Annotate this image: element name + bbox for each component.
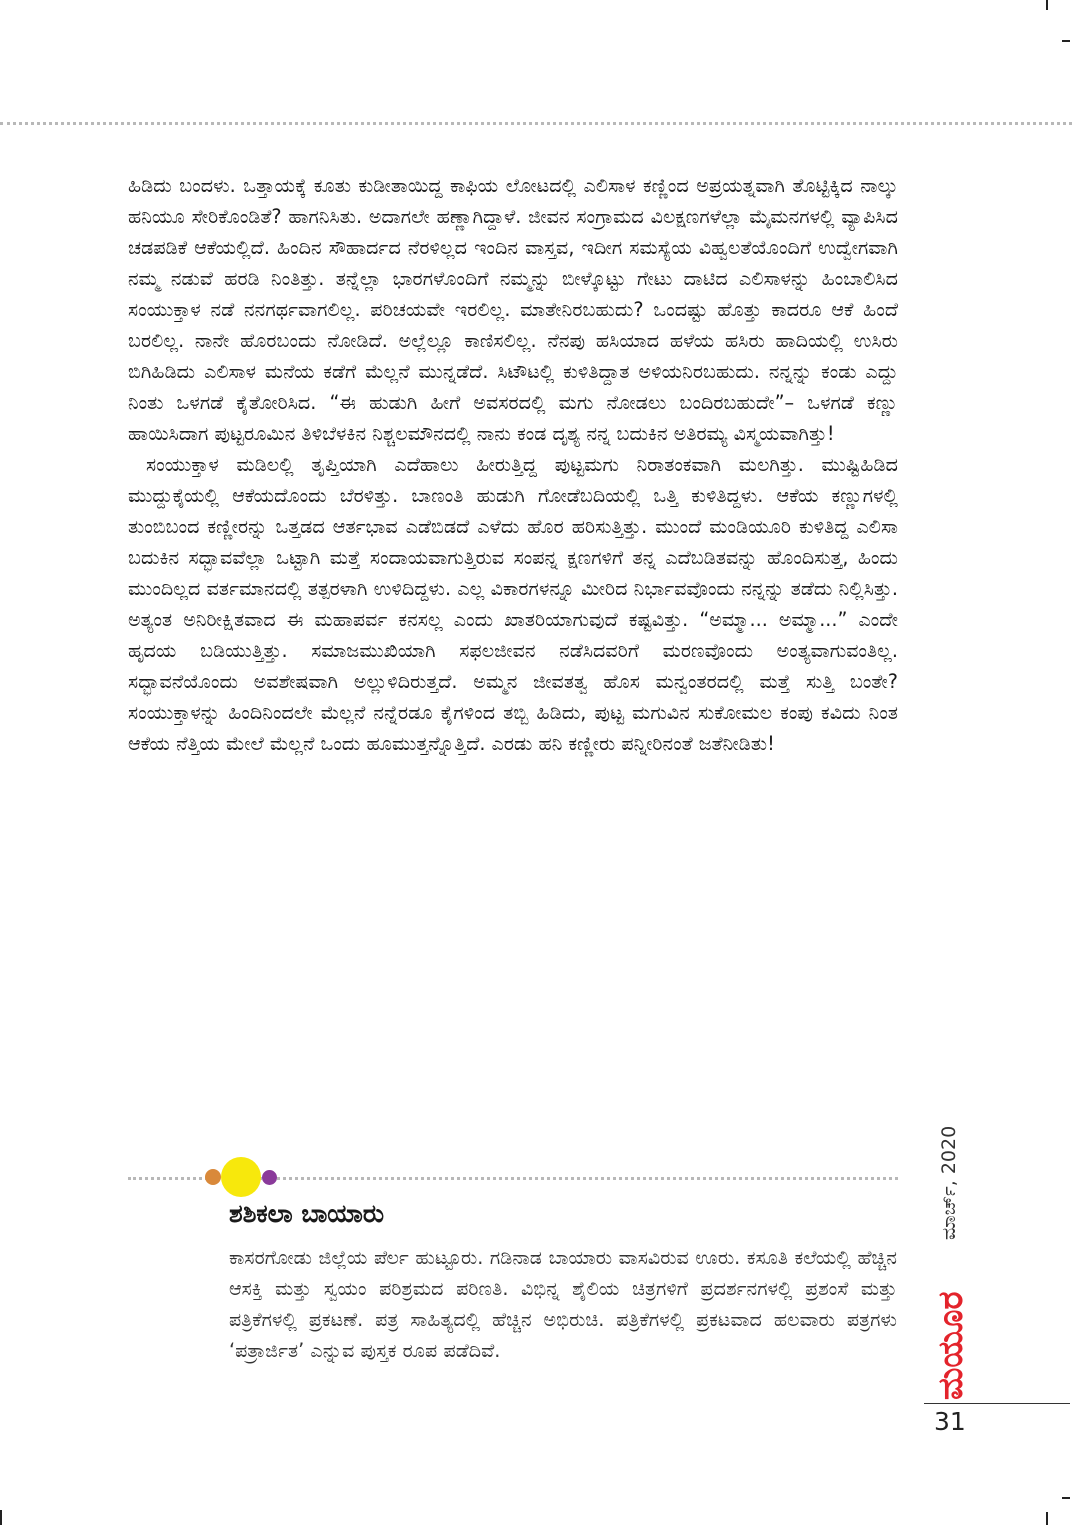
decorative-dot: [221, 1157, 261, 1197]
author-bio: ಕಾಸರಗೋಡು ಜಿಲ್ಲೆಯ ಪೆರ್ಲ ಹುಟ್ಟೂರು. ಗಡಿನಾಡ ಬಾಯಾರು ವಾಸವಿರುವ ಊರು. ಕಸೂತಿ ಕಲೆಯಲ್ಲಿ ಹೆಚ್ಚಿನ ಆಸಕ್ತಿ ಮತ್ತು ಸ್ವಯಂ ಪರಿಶ್ರಮದ ಪರಿಣತಿ. ವಿಭಿನ್ನ ಶೈಲಿಯ ಚಿತ್ರಗಳಿಗೆ ಪ್ರದರ್ಶನಗಳಲ್ಲಿ ಪ್ರಶಂಸೆ ಮತ್ತು ಪತ್ರಿಕೆಗಳಲ್ಲಿ ಪ್ರಕಟಣೆ. ಪತ್ರ ಸಾಹಿತ್ಯದಲ್ಲಿ ಹೆಚ್ಚಿನ ಅಭಿರುಚಿ. ಪತ್ರಿಕೆಗಳಲ್ಲಿ ಪ್ರಕಟವಾದ ಹಲವಾರು ಪತ್ರಗಳು ‘ಪತ್ರಾರ್ಜಿತ’ ಎನ್ನುವ ಪುಸ್ತಕ ರೂಪ ಪಡೆದಿವೆ.: [229, 1246, 897, 1362]
crop-mark: [1046, 1512, 1048, 1525]
page-number: 31: [934, 1407, 966, 1436]
crop-mark: [0, 1510, 2, 1525]
crop-mark: [1046, 0, 1048, 10]
decorative-dot: [205, 1169, 221, 1185]
decorative-dot: [262, 1170, 277, 1185]
article-paragraph: ಸಂಯುಕ್ತಾಳ ಮಡಿಲಲ್ಲಿ ತೃಪ್ತಿಯಾಗಿ ಎದೆಹಾಲು ಹೀರುತ್ತಿದ್ದ ಪುಟ್ಟಮಗು ನಿರಾತಂಕವಾಗಿ ಮಲಗಿತ್ತು. ಮುಷ್ಟಿಹಿಡಿದ ಮುದ್ದುಕೈಯಲ್ಲಿ ಆಕೆಯದೊಂದು ಬೆರಳಿತ್ತು. ಬಾಣಂತಿ ಹುಡುಗಿ ಗೋಡೆಬದಿಯಲ್ಲಿ ಒತ್ತಿ ಕುಳಿತಿದ್ದಳು. ಆಕೆಯ ಕಣ್ಣುಗಳಲ್ಲಿ ತುಂಬಿಬಂದ ಕಣ್ಣೀರನ್ನು ಒತ್ತಡದ ಆರ್ತಭಾವ ಎಡೆಬಿಡದೆ ಎಳೆದು ಹೊರ ಹರಿಸುತ್ತಿತ್ತು. ಮುಂದೆ ಮಂಡಿಯೂರಿ ಕುಳಿತಿದ್ದ ಎಲಿಸಾ ಬದುಕಿನ ಸದ್ಭಾವವೆಲ್ಲಾ ಒಟ್ಟಾಗಿ ಮತ್ತೆ ಸಂದಾಯವಾಗುತ್ತಿರುವ ಸಂಪನ್ನ ಕ್ಷಣಗಳಿಗೆ ತನ್ನ ಎದೆಬಡಿತವನ್ನು ಹೊಂದಿಸುತ್ತ, ಹಿಂದು ಮುಂದಿಲ್ಲದ ವರ್ತಮಾನದಲ್ಲಿ ತತ್ಪರಳಾಗಿ ಉಳಿದಿದ್ದಳು. ಎಲ್ಲ ವಿಕಾರಗಳನ್ನೂ ಮೀರಿದ ನಿರ್ಭಾವವೊಂದು ನನ್ನನ್ನು ತಡೆದು ನಿಲ್ಲಿಸಿತ್ತು. ಅತ್ಯಂತ ಅನಿರೀಕ್ಷಿತವಾದ ಈ ಮಹಾಪರ್ವ ಕನಸಲ್ಲ ಎಂದು ಖಾತರಿಯಾಗುವುದೆ ಕಷ್ಟವಿತ್ತು. “ಅಮ್ಮಾ... ಅಮ್ಮಾ...” ಎಂದೇ ಹೃದಯ ಬಡಿಯುತ್ತಿತ್ತು. ಸಮಾಜಮುಖಿಯಾಗಿ ಸಫಲಜೀವನ ನಡೆಸಿದವರಿಗೆ ಮರಣವೊಂದು ಅಂತ್ಯವಾಗುವಂತಿಲ್ಲ. ಸದ್ಭಾವನೆಯೊಂದು ಅವಶೇಷವಾಗಿ ಅಲ್ಲುಳಿದಿರುತ್ತದೆ. ಅಮ್ಮನ ಜೀವತತ್ವ ಹೊಸ ಮನ್ವಂತರದಲ್ಲಿ ಮತ್ತೆ ಸುತ್ತಿ ಬಂತೇ? ಸಂಯುಕ್ತಾಳನ್ನು ಹಿಂದಿನಿಂದಲೇ ಮೆಲ್ಲನೆ ನನ್ನೆರಡೂ ಕೈಗಳಿಂದ ತಬ್ಬಿ ಹಿಡಿದು, ಪುಟ್ಟ ಮಗುವಿನ ಸುಕೋಮಲ ಕಂಪು ಕವಿದು ನಿಂತ ಆಕೆಯ ನೆತ್ತಿಯ ಮೇಲೆ ಮೆಲ್ಲನೆ ಒಂದು ಹೂಮುತ್ತನ್ನೊತ್ತಿದೆ. ಎರಡು ಹನಿ ಕಣ್ಣೀರು ಪನ್ನೀರಿನಂತೆ ಜತೆನೀಡಿತು!: [128, 453, 898, 755]
magazine-logo: ಮಯೂರ: [931, 1291, 971, 1400]
crop-mark: [1062, 1497, 1070, 1499]
top-divider: [0, 122, 1072, 125]
author-name: ಶಶಿಕಲಾ ಬಾಯಾರು: [229, 1199, 385, 1228]
article-paragraph: ಹಿಡಿದು ಬಂದಳು. ಒತ್ತಾಯಕ್ಕೆ ಕೂತು ಕುಡೀತಾಯಿದ್ದ ಕಾಫಿಯ ಲೋಟದಲ್ಲಿ ಎಲಿಸಾಳ ಕಣ್ಣಿಂದ ಅಪ್ರಯತ್ನವಾಗಿ ತೊಟ್ಟಿಕ್ಕಿದ ನಾಲ್ಕು ಹನಿಯೂ ಸೇರಿಕೊಂಡಿತೆ? ಹಾಗನಿಸಿತು. ಅದಾಗಲೇ ಹಣ್ಣಾಗಿದ್ದಾಳೆ. ಜೀವನ ಸಂಗ್ರಾಮದ ವಿಲಕ್ಷಣಗಳೆಲ್ಲಾ ಮೈಮನಗಳಲ್ಲಿ ವ್ಯಾಪಿಸಿದ ಚಡಪಡಿಕೆ ಆಕೆಯಲ್ಲಿದೆ. ಹಿಂದಿನ ಸೌಹಾರ್ದದ ನೆರಳಿಲ್ಲದ ಇಂದಿನ ವಾಸ್ತವ, ಇದೀಗ ಸಮಸ್ಯೆಯ ವಿಹ್ವಲತೆಯೊಂದಿಗೆ ಉದ್ವೇಗವಾಗಿ ನಮ್ಮ ನಡುವೆ ಹರಡಿ ನಿಂತಿತ್ತು. ತನ್ನೆಲ್ಲಾ ಭಾರಗಳೊಂದಿಗೆ ನಮ್ಮನ್ನು ಬೀಳ್ಕೊಟ್ಟು ಗೇಟು ದಾಟಿದ ಎಲಿಸಾಳನ್ನು ಹಿಂಬಾಲಿಸಿದ ಸಂಯುಕ್ತಾಳ ನಡೆ ನನಗರ್ಥವಾಗಲಿಲ್ಲ. ಪರಿಚಯವೇ ಇರಲಿಲ್ಲ. ಮಾತೇನಿರಬಹುದು? ಒಂದಷ್ಟು ಹೊತ್ತು ಕಾದರೂ ಆಕೆ ಹಿಂದೆ ಬರಲಿಲ್ಲ. ನಾನೇ ಹೊರಬಂದು ನೋಡಿದೆ. ಅಲ್ಲೆಲ್ಲೂ ಕಾಣಿಸಲಿಲ್ಲ. ನೆನಪು ಹಸಿಯಾದ ಹಳೆಯ ಹಸಿರು ಹಾದಿಯಲ್ಲಿ ಉಸಿರು ಬಿಗಿಹಿಡಿದು ಎಲಿಸಾಳ ಮನೆಯ ಕಡೆಗೆ ಮೆಲ್ಲನೆ ಮುನ್ನಡೆದೆ. ಸಿಟೌಟಲ್ಲಿ ಕುಳಿತಿದ್ದಾತ ಅಳಿಯನಿರಬಹುದು. ನನ್ನನ್ನು ಕಂಡು ಎದ್ದು ನಿಂತು ಒಳಗಡೆ ಕೈತೋರಿಸಿದ. “ಈ ಹುಡುಗಿ ಹೀಗೆ ಅವಸರದಲ್ಲಿ ಮಗು ನೋಡಲು ಬಂದಿರಬಹುದೇ”– ಒಳಗಡೆ ಕಣ್ಣು ಹಾಯಿಸಿದಾಗ ಪುಟ್ಟರೂಮಿನ ತಿಳಿಬೆಳಕಿನ ನಿಶ್ಚಲಮೌನದಲ್ಲಿ ನಾನು ಕಂಡ ದೃಶ್ಯ ನನ್ನ ಬದುಕಿನ ಅತಿರಮ್ಯ ವಿಸ್ಮಯವಾಗಿತ್ತು!: [128, 174, 898, 445]
crop-mark: [1062, 40, 1070, 42]
article-body: [128, 170, 898, 759]
side-strip: [931, 1100, 971, 1400]
issue-date: ಮಾರ್ಚ್, 2020: [938, 1125, 960, 1240]
